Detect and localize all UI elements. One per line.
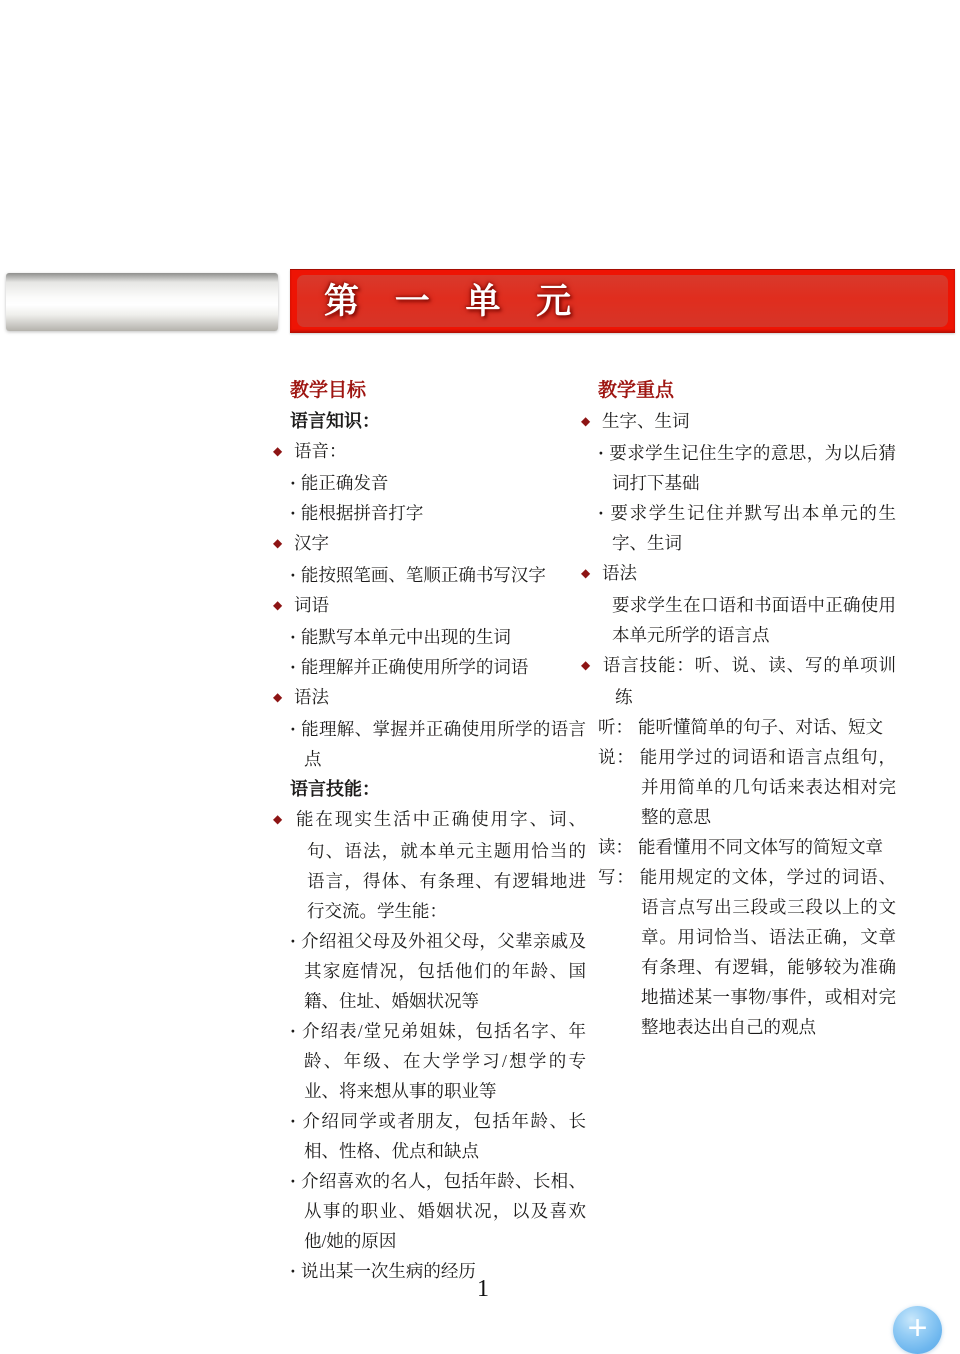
list-item	[598, 438, 896, 498]
teaching-objectives-heading: 教学目标	[290, 380, 367, 401]
dot-bullet-icon: ·	[290, 1111, 296, 1131]
dot-bullet-icon: ·	[290, 657, 296, 677]
list-item	[290, 622, 586, 652]
item-text: 语音：	[294, 441, 347, 461]
unit-title: 第 一 单 元	[324, 281, 585, 321]
teaching-focus-list	[581, 406, 896, 1042]
teaching-objectives-column	[273, 376, 586, 1286]
item-text: 能理解并正确使用所学的词语	[300, 657, 529, 677]
skill-prefix: 写：	[598, 867, 635, 887]
list-item	[290, 560, 586, 590]
list-item: ◆ 汉字	[273, 533, 329, 553]
item-text: 要求学生记住生字的意思，为以后猜词打下基础	[608, 443, 896, 493]
list-item	[290, 1016, 586, 1106]
skill-prefix: 听：	[598, 717, 633, 737]
item-text: 语法	[294, 687, 329, 707]
teaching-focus-column	[581, 376, 896, 1042]
dot-bullet-icon: ·	[290, 565, 296, 585]
item-text: 汉字	[294, 533, 329, 553]
dot-bullet-icon: ·	[290, 627, 296, 647]
list-item	[290, 1166, 586, 1256]
item-text: 语言知识：	[290, 411, 380, 431]
list-item	[290, 498, 586, 528]
item-text: 说出某一次生病的经历	[300, 1261, 476, 1281]
page-number: 1	[477, 1276, 489, 1302]
list-item	[290, 468, 586, 498]
list-item	[598, 590, 896, 650]
banner-left-silver-bar	[6, 273, 278, 331]
teaching-focus-heading: 教学重点	[598, 380, 675, 401]
dot-bullet-icon: ·	[290, 473, 296, 493]
list-item	[290, 1256, 586, 1286]
item-text: 介绍祖父母及外祖父母，父辈亲戚及其家庭情况，包括他们的年龄、国籍、住址、婚姻状况等	[300, 931, 586, 1011]
item-text: 语法	[602, 563, 637, 583]
list-item	[598, 742, 896, 832]
skill-prefix: 说：	[598, 747, 635, 767]
list-item	[290, 774, 586, 804]
plus-icon: +	[907, 1309, 928, 1347]
list-item: ◆ 语法	[581, 563, 637, 583]
dot-bullet-icon: ·	[290, 1021, 296, 1041]
dot-bullet-icon: ·	[598, 443, 604, 463]
teaching-objectives-list	[273, 406, 586, 1286]
skill-prefix: 读：	[598, 837, 633, 857]
list-item	[598, 862, 896, 1042]
unit-title-banner	[290, 269, 955, 333]
dot-bullet-icon: ·	[290, 931, 296, 951]
item-text: 介绍表/堂兄弟姐妹，包括名字、年龄、年级、在大学学习/想学的专业、将来想从事的职业等	[300, 1021, 586, 1101]
list-item	[290, 714, 586, 774]
item-text: 词语	[294, 595, 329, 615]
item-text: 能用学过的词语和语言点组句，并用简单的几句话来表达相对完整的意思	[639, 747, 896, 827]
dot-bullet-icon: ·	[290, 719, 296, 739]
list-item: ◆ 语法	[273, 687, 329, 707]
item-text: 能用规定的文体，学过的词语、语言点写出三段或三段以上的文章。用词恰当、语法正确，文章有条理、有逻辑，能够较为准确地描述某一事物/事件，或相对完整地表达出自己的观点	[639, 867, 896, 1037]
list-item: ◆ 生字、生词	[581, 411, 690, 431]
list-item: ◆ 词语	[273, 595, 329, 615]
item-text: 能默写本单元中出现的生词	[300, 627, 511, 647]
item-text: 能听懂简单的句子、对话、短文	[638, 717, 883, 737]
item-text: 生字、生词	[602, 411, 690, 431]
list-item	[598, 832, 896, 862]
list-item	[290, 1106, 586, 1166]
list-item	[290, 406, 586, 436]
dot-bullet-icon: ·	[290, 1261, 296, 1281]
list-item	[290, 926, 586, 1016]
item-text: 介绍同学或者朋友，包括年龄、长相、性格、优点和缺点	[300, 1111, 586, 1161]
zoom-in-button[interactable]	[893, 1306, 942, 1354]
list-item	[598, 498, 896, 558]
item-text: 语言技能：	[290, 779, 380, 799]
item-text: 语言技能：听、说、读、写的单项训练	[602, 655, 896, 707]
unit-title-banner-inner	[297, 275, 948, 327]
item-text: 要求学生在口语和书面语中正确使用本单元所学的语言点	[612, 595, 896, 645]
dot-bullet-icon: ·	[598, 503, 604, 523]
list-item	[290, 652, 586, 682]
item-text: 能根据拼音打字	[300, 503, 424, 523]
item-text: 能在现实生活中正确使用字、词、句、语法，就本单元主题用恰当的语言，得体、有条理、有逻辑地进行交流。学生能：	[294, 809, 586, 921]
item-text: 能按照笔画、笔顺正确书写汉字	[300, 565, 546, 585]
item-text: 介绍喜欢的名人，包括年龄、长相、从事的职业、婚姻状况，以及喜欢他/她的原因	[300, 1171, 586, 1251]
item-text: 能看懂用不同文体写的简短文章	[638, 837, 883, 857]
list-item	[598, 712, 896, 742]
list-item: ◆ 能在现实生活中正确使用字、词、句、语法，就本单元主题用恰当的语言，得体、有条理、有逻辑地进行交流。学生能：	[273, 809, 586, 921]
item-text: 能正确发音	[300, 473, 389, 493]
dot-bullet-icon: ·	[290, 1171, 296, 1191]
list-item: ◆ 语言技能：听、说、读、写的单项训练	[581, 655, 896, 707]
list-item: ◆ 语音：	[273, 441, 347, 461]
item-text: 要求学生记住并默写出本单元的生字、生词	[608, 503, 896, 553]
dot-bullet-icon: ·	[290, 503, 296, 523]
item-text: 能理解、掌握并正确使用所学的语言点	[300, 719, 586, 769]
